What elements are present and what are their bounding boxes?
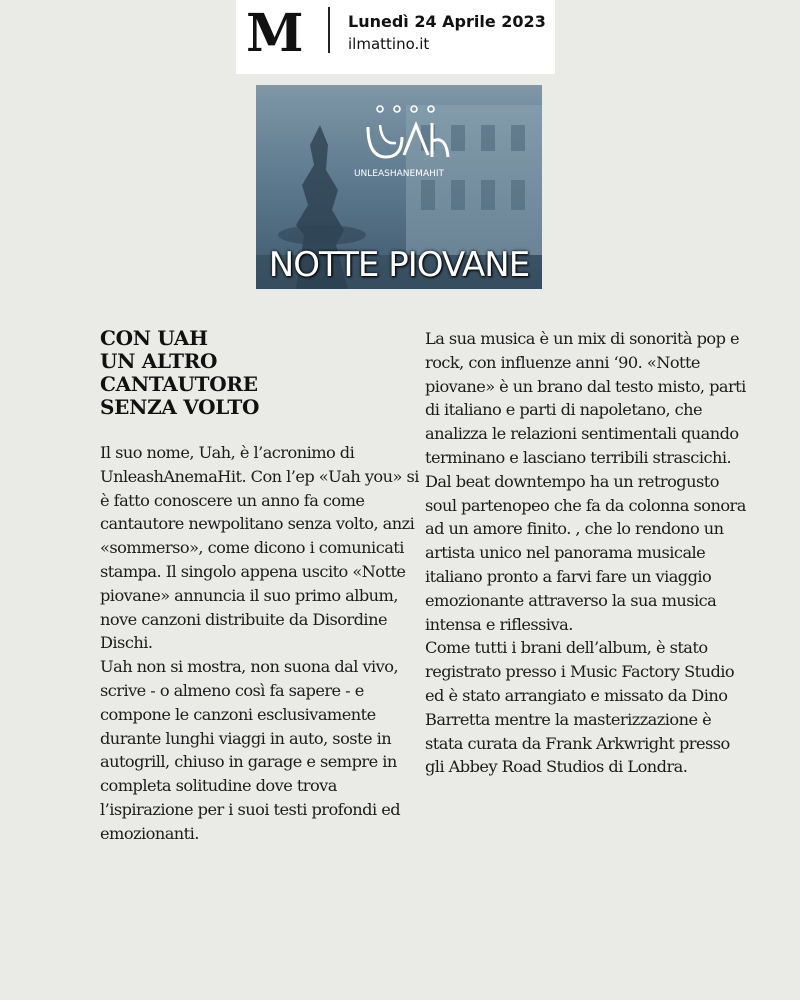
headline-line: SENZA VOLTO [100, 395, 260, 419]
article-headline [100, 327, 400, 419]
headline-line: UN ALTRO [100, 349, 218, 373]
newspaper-logo: M [246, 3, 302, 64]
cover-brand-text: UNLEASHANEMAHIT [353, 169, 445, 179]
article-paragraph: La sua musica è un mix di sonorità pop e rock, con influenze anni ‘90. «Notte piovane» è un brano dal testo misto, parti di italiano e parti di napoletano, che analizza le relazioni sentimentali quando terminano e lasciano terribili strascichi. Dal beat downtempo ha un retrogusto soul partenopeo che fa da colonna sonora ad un amore finito. , che lo rendono un artista unico nel panorama musicale italiano pronto a farvi fare un viaggio emozionante attraverso la sua musica intensa e riflessiva. [425, 329, 746, 634]
headline-line: CANTAUTORE [100, 372, 258, 396]
masthead-divider [328, 7, 330, 53]
article-column-right [425, 327, 747, 779]
cover-title: NOTTE PIOVANE [268, 245, 530, 285]
headline-line: CON UAH [100, 326, 208, 350]
masthead [236, 0, 555, 74]
publication-date: Lunedì 24 Aprile 2023 [348, 12, 546, 31]
article-paragraph: Il suo nome, Uah, è l’acronimo di UnleashAnemaHit. Con l’ep «Uah you» si è fatto conoscere un anno fa come cantautore newpolitano senza volto, anzi «sommerso», come dicono i comunicati stampa. Il singolo appena uscito «Notte piovane» annuncia il suo primo album, nove canzoni distribuite da Disordine Dischi. [100, 443, 419, 653]
article-paragraph: Come tutti i brani dell’album, è stato registrato presso i Music Factory Studio ed è stato arrangiato e missato da Dino Barretta mentre la masterizzazione è stata curata da Frank Arkwright presso gli Abbey Road Studios di Londra. [425, 638, 735, 777]
website-name: ilmattino.it [348, 35, 430, 53]
album-cover-image [256, 85, 542, 289]
article-column-left [100, 441, 422, 846]
article-paragraph: Uah non si mostra, non suona dal vivo, scrive - o almeno così fa sapere - e compone le canzoni esclusivamente durante lunghi viaggi in auto, soste in autogrill, chiuso in garage e sempre in completa solitudine dove trova l’ispirazione per i suoi testi profondi ed emozionanti. [100, 657, 401, 843]
